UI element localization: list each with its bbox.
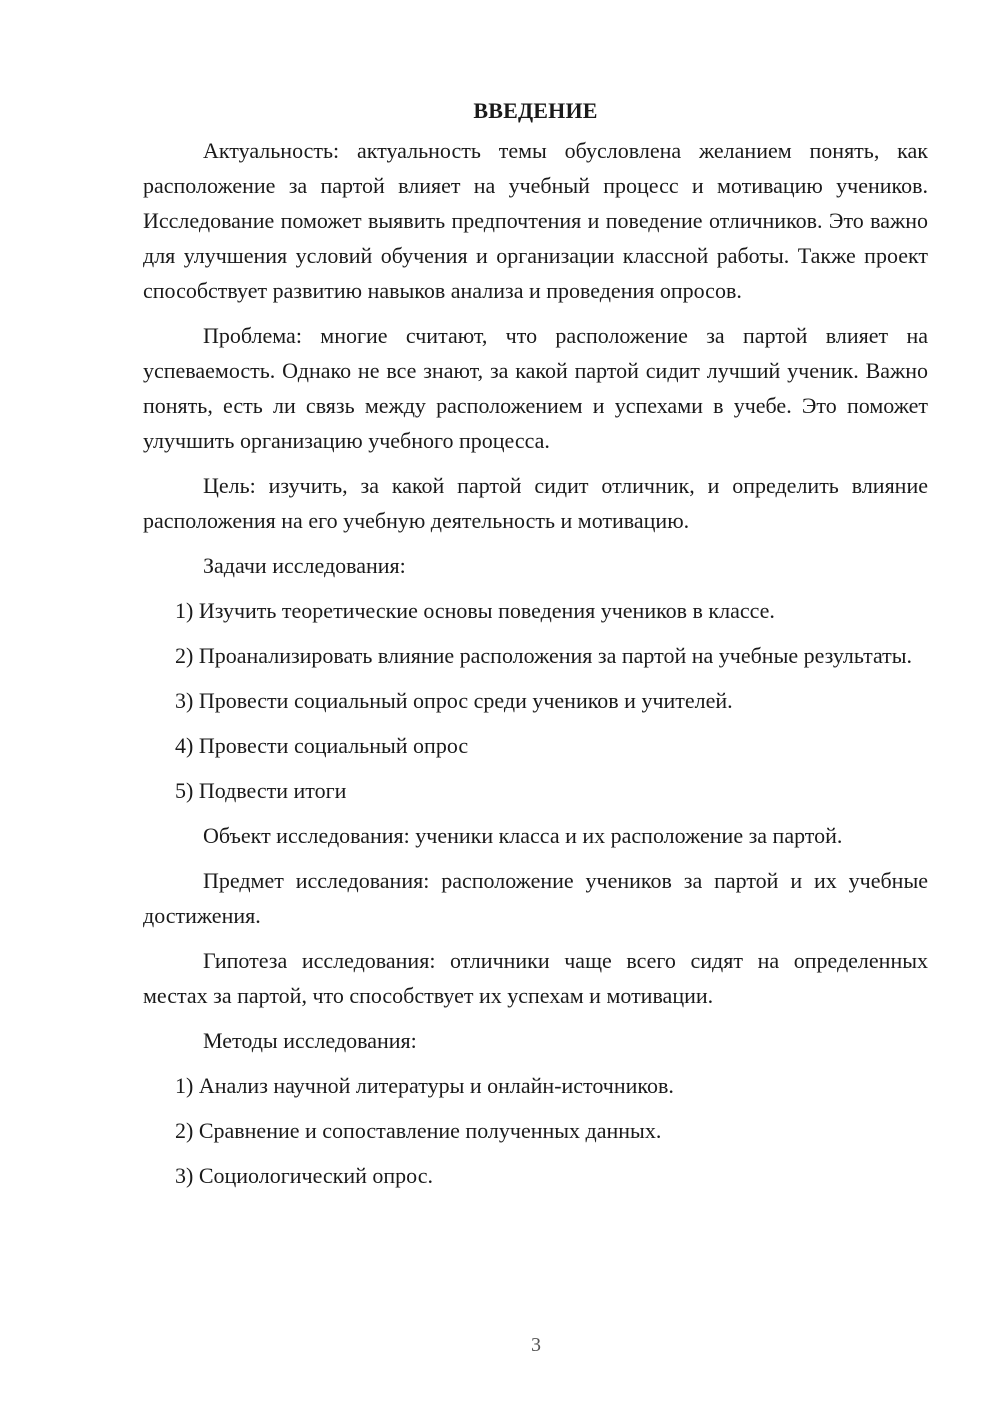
method-item: 1) Анализ научной литературы и онлайн-источников. — [175, 1073, 674, 1098]
task-item: 3) Провести социальный опрос среди учеников и учителей. — [175, 688, 733, 713]
paragraph-hypothesis: Гипотеза исследования: отличники чаще всего сидят на определенных местах за партой, что способствует их успехам и мотивации. — [143, 948, 928, 1008]
task-item: 2) Проанализировать влияние расположения за партой на учебные результаты. — [175, 643, 913, 668]
task-item: 1) Изучить теоретические основы поведения учеников в классе. — [175, 598, 775, 623]
method-item: 3) Социологический опрос. — [175, 1163, 433, 1188]
task-item: 5) Подвести итоги — [175, 778, 347, 803]
paragraph-goal: Цель: изучить, за какой партой сидит отличник, и определить влияние расположения на его учебную деятельность и мотивацию. — [143, 473, 928, 533]
page-number: 3 — [531, 1334, 541, 1356]
paragraph-problem: Проблема: многие считают, что расположение за партой влияет на успеваемость. Однако не все знают, за какой партой сидит лучший ученик. Важно понять, есть ли связь между расположением и успехами в учебе. Это поможет улучшить организацию учебного процесса. — [143, 323, 928, 453]
page-title: ВВЕДЕНИЕ — [473, 98, 598, 123]
page-content — [143, 95, 928, 1203]
methods-heading: Методы исследования: — [203, 1028, 417, 1053]
paragraph-subject: Предмет исследования: расположение учеников за партой и их учебные достижения. — [143, 868, 928, 928]
method-item: 2) Сравнение и сопоставление полученных данных. — [175, 1118, 662, 1143]
paragraph-object: Объект исследования: ученики класса и их расположение за партой. — [203, 823, 843, 848]
tasks-heading: Задачи исследования: — [203, 553, 406, 578]
task-item: 4) Провести социальный опрос — [175, 733, 469, 758]
paragraph-relevance: Актуальность: актуальность темы обусловлена желанием понять, как расположение за партой влияет на учебный процесс и мотивацию учеников. Исследование поможет выявить предпочтения и поведение отличников. Это важно для улучшения условий обучения и организации классной работы. Также проект способствует развитию навыков анализа и проведения опросов. — [143, 138, 928, 303]
